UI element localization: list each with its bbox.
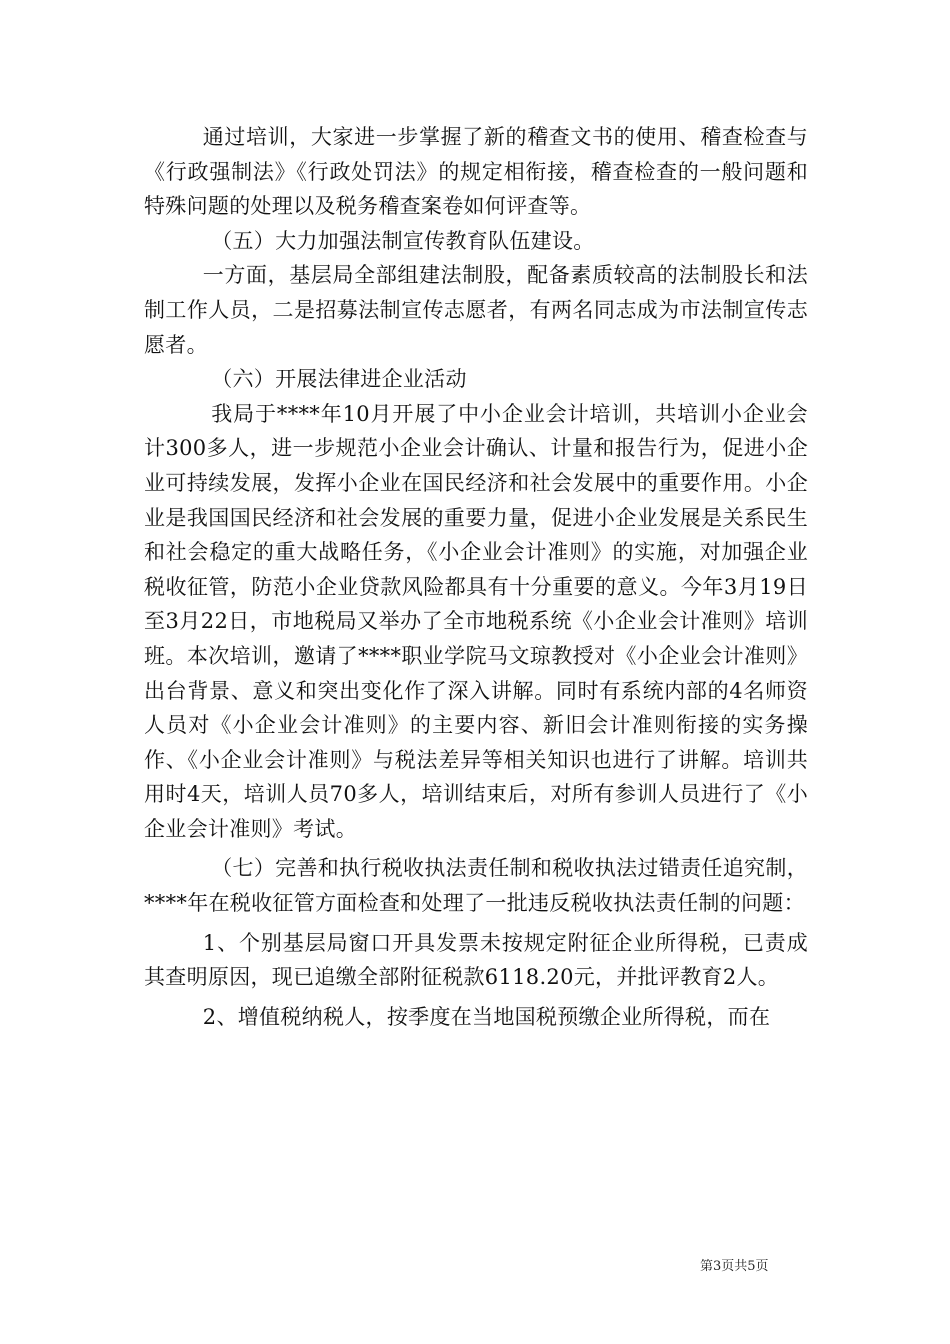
list-item-1: 1、个别基层局窗口开具发票未按规定附征企业所得税，已责成其查明原因，现已追缴全部附征税款6118.20元，并批评教育2人。 xyxy=(144,930,808,990)
heading-section-7: （七）完善和执行税收执法责任制和税收执法过错责任追究制，****年在税收征管方面检查和处理了一批违反税收执法责任制的问题： xyxy=(144,856,808,916)
document-body xyxy=(144,120,808,1034)
page-number: 第3页共5页 xyxy=(700,1259,769,1274)
heading-section-5: （五）大力加强法制宣传教育队伍建设。 xyxy=(211,228,595,253)
paragraph-training-summary: 通过培训，大家进一步掌握了新的稽查文书的使用、稽查检查与《行政强制法》《行政处罚法》的规定相衔接，稽查检查的一般问题和特殊问题的处理以及税务稽查案卷如何评查等。 xyxy=(144,125,808,219)
paragraph-enterprise-training: 我局于****年10月开展了中小企业会计培训，共培训小企业会计300多人，进一步规范小企业会计确认、计量和报告行为，促进小企业可持续发展，发挥小企业在国民经济和社会发展中的重要作用。小企业是我国国民经济和社会发展的重要力量，促进小企业发展是关系民生和社会稳定的重大战略任务，《小企业会计准则》的实施，对加强企业税收征管，防范小企业贷款风险都具有十分重要的意义。今年3月19日至3月22日，市地税局又举办了全市地税系统《小企业会计准则》培训班。本次培训，邀请了****职业学院马文琼教授对《小企业会计准则》出台背景、意义和突出变化作了深入讲解。同时有系统内部的4名师资人员对《小企业会计准则》的主要内容、新旧会计准则衔接的实务操作、《小企业会计准则》与税法差异等相关知识也进行了讲解。培训共用时4天，培训人员70多人，培训结束后，对所有参训人员进行了《小企业会计准则》考试。 xyxy=(144,401,808,841)
paragraph-legal-team: 一方面，基层局全部组建法制股，配备素质较高的法制股长和法制工作人员，二是招募法制宣传志愿者，有两名同志成为市法制宣传志愿者。 xyxy=(144,263,808,357)
heading-section-6: （六）开展法律进企业活动 xyxy=(211,367,467,392)
list-item-2: 2、增值税纳税人，按季度在当地国税预缴企业所得税，而在 xyxy=(202,1004,771,1029)
